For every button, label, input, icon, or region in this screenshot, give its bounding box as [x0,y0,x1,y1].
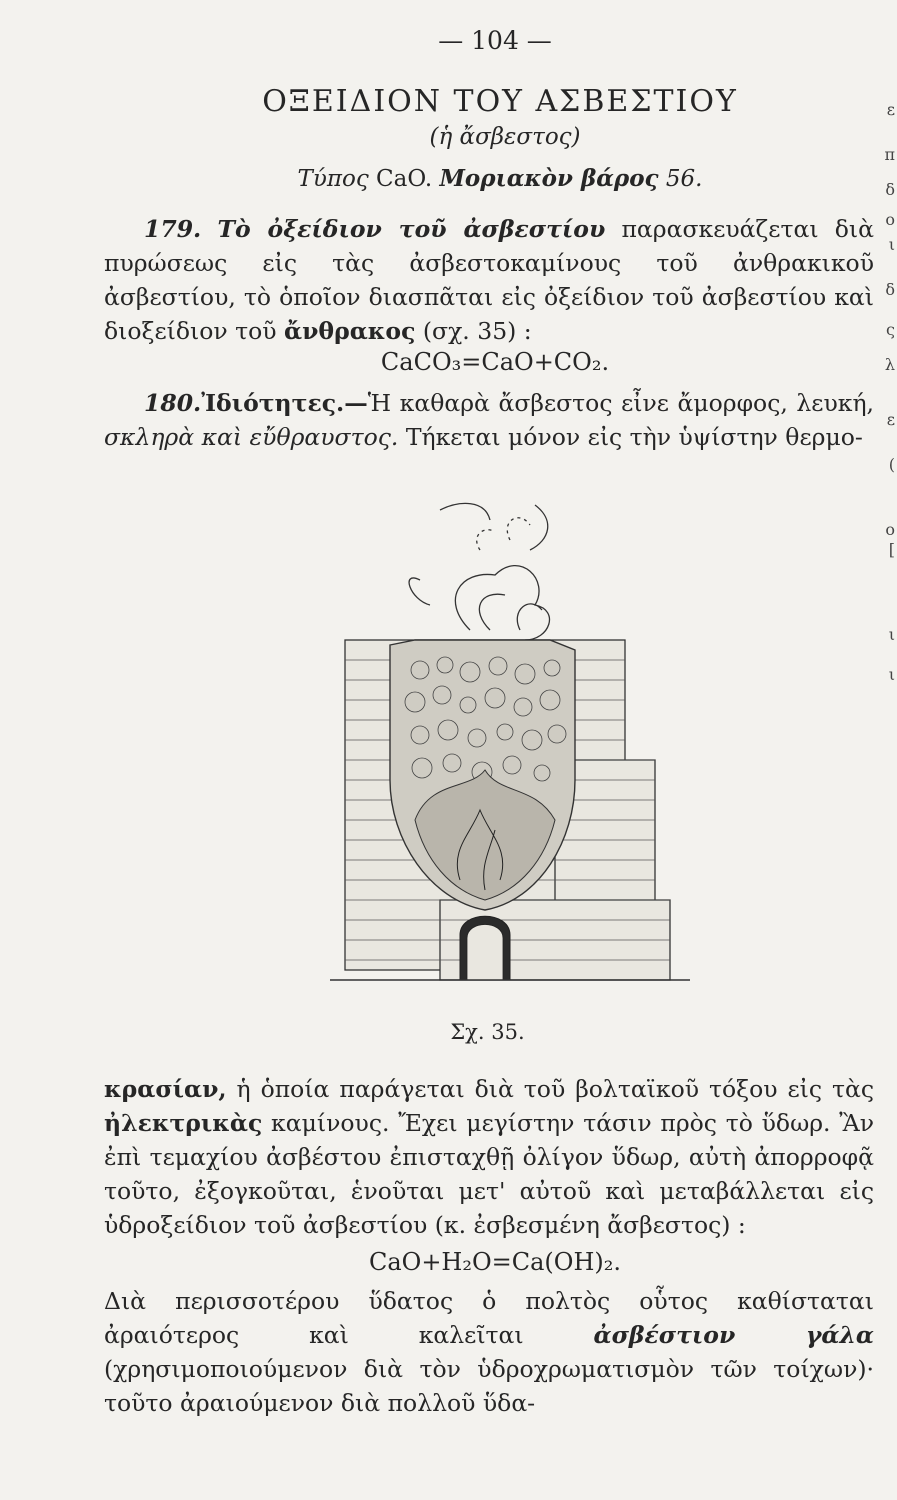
molar-weight-value: 56. [665,166,703,192]
equation-1: CaCO₃=CaO+CO₂. [380,348,610,376]
paragraph-text-2: (χρησιμοποιούμενον διὰ τὸν ὑδροχρωματισμὸν τῶν τοίχων)· τοῦτο ἀραιούμενον διὰ πολλοῦ ὕδα- [104,1355,874,1417]
bold-term: ἄνθρακος [284,317,416,345]
paragraph-text-2: καμίνους. Ἔχει μεγίστην τάσιν πρὸς τὸ ὕδωρ. Ἂν ἐπὶ τεμαχίου ἀσβέστου ἐπισταχθῇ ὀλίγον ὕδωρ, αὐτὴ ἀπορροφᾷ τοῦτο, ἐξογκοῦται, ἑνοῦται μετ' αὐτοῦ καὶ μεταβάλλεται εἰς ὑδροξείδιον τοῦ ἀσβεστίου (κ. ἐσβεσμένη ἄσβεστος) : [104,1109,874,1239]
paragraph-last [104,1284,874,1420]
lime-kiln-illustration [320,480,700,1010]
paragraph-text: παρασκευάζεται διὰ πυρώσεως εἰς τὰς ἀσβεστοκαμίνους τοῦ ἀνθρακικοῦ ἀσβεστίου, τὸ ὁποῖον διασπᾶται εἰς ὀξείδιον τοῦ ἀσβεστίου καὶ διοξείδιον τοῦ [104,215,874,345]
page-subtitle: (ἡ ἄσβεστος) [429,124,581,150]
equation-2: CaO+H₂O=Ca(OH)₂. [368,1248,622,1276]
section-heading: Ἰδιότητες.— [201,389,368,417]
bold-term: ἠλεκτρικὰς [104,1109,263,1137]
paragraph-text: Διὰ περισσοτέρου ὕδατος ὁ πολτὸς οὗτος καθίσταται ἀραιότερος καὶ καλεῖται [104,1287,874,1349]
paragraph-continuation [104,1072,874,1242]
paragraph-text-tail: (σχ. 35) : [415,317,532,345]
section-number: 180. [144,389,202,417]
paragraph-180 [104,386,874,454]
paragraph-179 [104,212,874,348]
formula-type-line [0,165,897,192]
bold-start: κρασίαν, [104,1075,227,1103]
bold-italic-term: ἀσβέστιον γάλα [593,1321,874,1349]
page-number: — 104 — [438,26,552,55]
paragraph-text-end: Τήκεται μόνον εἰς τὴν ὑψίστην θερμο- [398,423,863,451]
smoke-wisp [409,503,548,605]
paragraph-text: Ἡ καθαρὰ ἄσβεστος εἶνε ἄμορφος, λευκή, [367,389,874,417]
molar-weight-label: Μοριακὸν βάρος [439,165,659,192]
smoke [455,566,549,640]
type-label: Τύπος [297,166,369,192]
section-number: 179. [144,215,202,243]
section-heading: Τὸ ὀξείδιον τοῦ ἀσβεστίου [217,215,606,243]
page-title: ΟΞΕΙΔΙΟΝ ΤΟΥ ΑΣΒΕΣΤΙΟΥ [262,84,738,119]
paragraph-text: ἡ ὁποία παράγεται διὰ τοῦ βολταϊκοῦ τόξου εἰς τὰς [226,1075,874,1103]
italic-text: σκληρὰ καὶ εὔθραυστος. [104,423,399,451]
figure-caption: Σχ. 35. [450,1020,525,1044]
chemical-formula: CaO. [376,166,433,192]
adjacent-page-edge: ε π δ ο ι δ ς λ ε ( ο [ ι ι [884,100,895,684]
